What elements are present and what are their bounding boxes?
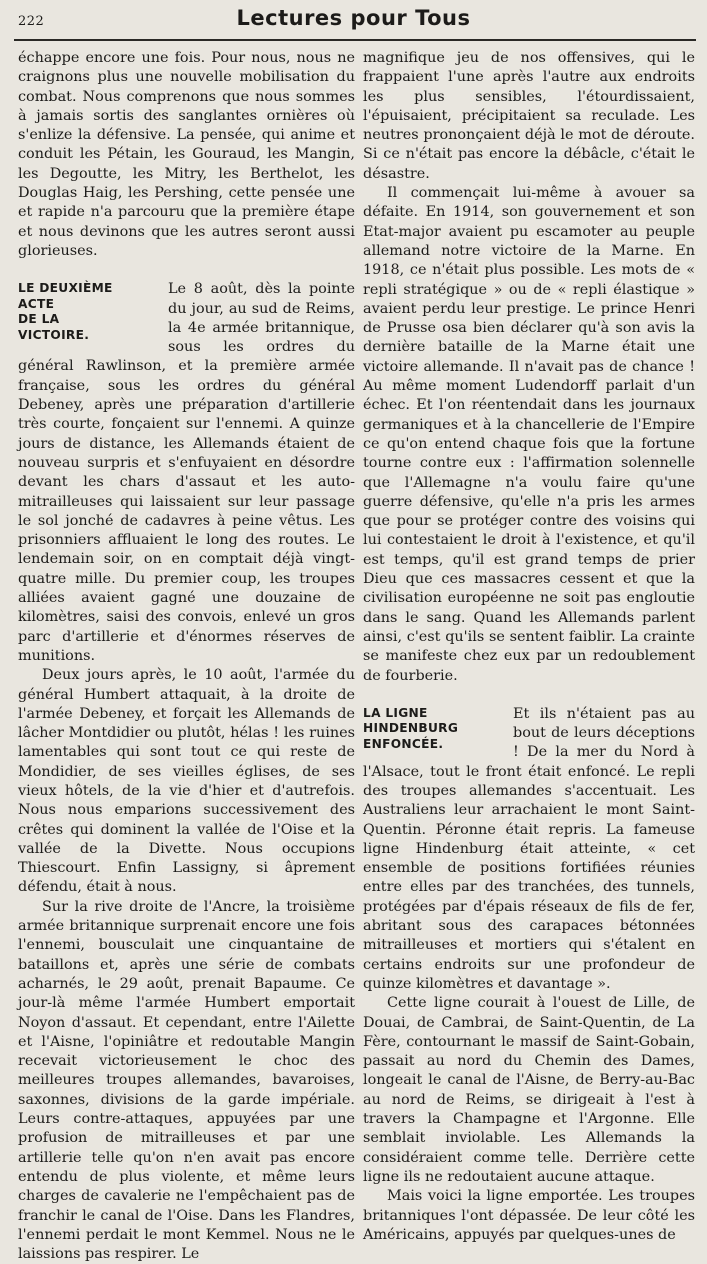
heading-line: DE LA bbox=[18, 312, 60, 327]
paragraph: Et ils n'étaient pas au bout de leurs déceptions ! De la mer du Nord à l'Alsace, tout le front était enfoncé. Le repli des troupes allemandes s'accentuait. Les Australiens leur arrachaient le mont Saint-Quentin. Péronne était repris. La fameuse ligne Hindenburg était atteinte, « cet ensemble de positions fortifiées réunies entre elles par des tranchées, des tunnels, protégées par d'épais réseaux de fils de fer, abritant sous des carapaces bétonnées mitrailleuses et mortiers qui s'étalent en certains endroits sur une profondeur de quinze kilomètres et davantage ». bbox=[363, 705, 695, 992]
section-heading-ligne-hindenburg bbox=[363, 706, 503, 753]
paragraph: Il commençait lui-même à avouer sa défaite. En 1914, son gouvernement et son Etat-major avaient pu escamoter au peuple allemand notre victoire de la Marne. En 1918, ce n'était plus possible. Les mots de « repli stratégique » ou de « repli élastique » avaient perdu leur prestige. Le prince Henri de Prusse osa bien déclarer qu'à son avis la dernière bataille de la Marne était une victoire allemande. Il n'avait pas de chance ! Au même moment Ludendorff parlait d'un échec. Et l'on réentendait dans les journaux germaniques et à la chancellerie de l'Empire ce qu'on entend chaque fois que la fortune tourne contre eux : l'affirmation solennelle que l'Allemagne n'a voulu faire qu'une guerre défensive, qu'elle n'a pris les armes que pour se protéger contre des voisins qui lui contestaient le droit à l'existence, et qu'il est temps, qu'il est grand temps de prier Dieu que ces massacres cessent et que la civilisation européenne ne soit pas engloutie dans le sang. Quand les Allemands parlent ainsi, c'est qu'ils se sentent faiblir. La crainte se manifeste chez eux par un redoublement de fourberie. bbox=[363, 185, 695, 684]
page-number: 222 bbox=[18, 14, 45, 29]
heading-line: HINDENBURG bbox=[363, 721, 459, 736]
heading-line: LE DEUXIÈME bbox=[18, 281, 113, 296]
paragraph: échappe encore une fois. Pour nous, nous ne craignons plus une nouvelle mobilisation du combat. Nous comprenons que nous sommes à jamais sortis des sanglantes ornières où s'enlize la défensive. La pensée, qui anime et conduit les Pétain, les Gouraud, les Mangin, les Degoutte, les Mitry, les Berthelot, les Douglas Haig, les Pershing, cette pensée une et rapide n'a parcouru que la première étape et nous devinons que les autres seront aussi glorieuses. bbox=[18, 50, 355, 259]
paragraph: Deux jours après, le 10 août, l'armée du général Humbert attaquait, à la droite de l'armée Debeney, et forçait les Allemands de lâcher Montdidier ou plutôt, hélas ! les ruines lamentables qui sont tout ce qui reste de Mondidier, de ses vieilles églises, de ses vieux hôtels, de la vie d'hier et d'autrefois. Nous nous emparions successivement des crêtes qui dominent la vallée de l'Oise et la vallée de la Divette. Nous occupions Thiescourt. Enfin Lassigny, si âprement défendu, était à nous. bbox=[18, 667, 355, 896]
paragraph: Mais voici la ligne emportée. Les troupes britanniques l'ont dépassée. De leur côté les Américains, appuyés par quelques-unes de bbox=[363, 1188, 695, 1243]
heading-line: VICTOIRE. bbox=[18, 327, 90, 342]
right-column bbox=[363, 49, 695, 1243]
header-rule bbox=[14, 39, 696, 41]
paragraph: Le 8 août, dès la pointe du jour, au sud de Reims, la 4e armée britannique, sous les ordres du général Rawlinson, et la première armée française, sous les ordres du général Debeney, après une préparation d'artillerie très courte, fonçaient sur l'ennemi. A quinze jours de distance, les Allemands étaient de nouveau surpris et s'enfuyaient en désordre devant les chars d'assaut et les auto-mitrailleuses qui laissaient sur leur passage le sol jonché de cadavres à peine vêtus. Les prisonniers affluaient le long des routes. Le lendemain soir, on en comptait déjà vingt-quatre mille. Du premier coup, les troupes alliées avaient gagné une douzaine de kilomètres, saisi des convois, enlevé un gros parc d'artillerie et d'énormes réserves de munitions. bbox=[18, 281, 355, 664]
heading-line: LA LIGNE bbox=[363, 705, 428, 720]
heading-line: ACTE bbox=[18, 296, 55, 311]
left-column bbox=[18, 49, 355, 1263]
section-gap bbox=[18, 261, 355, 280]
page-header bbox=[0, 0, 707, 40]
paragraph: Cette ligne courait à l'ouest de Lille, de Douai, de Cambrai, de Saint-Quentin, de La Fère, contournant le massif de Saint-Gobain, passait au nord du Chemin des Dames, longeait le canal de l'Aisne, de Berry-au-Bac au nord de Reims, se dirigeait à l'est à travers la Champagne et l'Argonne. Elle semblait inviolable. Les Allemands la considéraient comme telle. Derrière cette ligne ils ne redoutaient aucune attaque. bbox=[363, 995, 695, 1185]
section-heading-deuxieme-acte bbox=[18, 281, 158, 343]
running-title: Lectures pour Tous bbox=[236, 6, 471, 30]
section-gap bbox=[363, 686, 695, 705]
heading-line: ENFONCÉE. bbox=[363, 736, 444, 751]
paragraph: Sur la rive droite de l'Ancre, la troisième armée britannique surprenait encore une fois l'ennemi, bousculait une cinquantaine de bataillons et, après une série de combats acharnés, le 29 août, prenait Bapaume. Ce jour-là même l'armée Humbert emportait Noyon d'assaut. Et cependant, entre l'Ailette et l'Aisne, l'opiniâtre et redoutable Mangin recevait victorieusement le choc des meilleures troupes allemandes, bavaroises, saxonnes, divisions de la garde impériale. Leurs contre-attaques, appuyées par une profusion de mitrailleuses et par une artillerie telle qu'on n'en avait pas encore entendu de plus violente, et même leurs charges de cavalerie ne l'empêchaient pas de franchir le canal de l'Oise. Dans les Flandres, l'ennemi perdait le mont Kemmel. Nous ne le laissions pas respirer. Le bbox=[18, 898, 355, 1263]
paragraph: magnifique jeu de nos offensives, qui le frappaient l'une après l'autre aux endroits les plus sensibles, l'étourdissaient, l'épuisaient, précipitaient sa reculade. Les neutres prononçaient déjà le mot de déroute. Si ce n'était pas encore la débâcle, c'était le désastre. bbox=[363, 50, 695, 182]
